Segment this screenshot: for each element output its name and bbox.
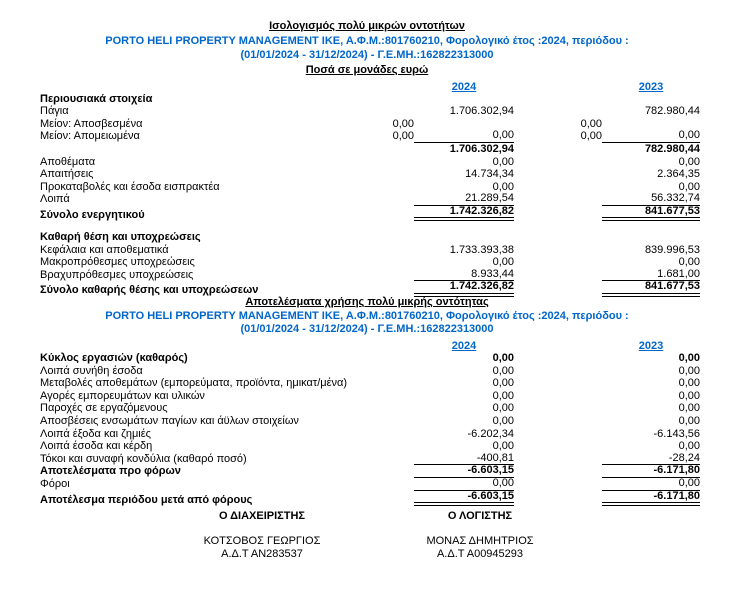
signatures-section bbox=[162, 510, 734, 561]
statement-row bbox=[40, 478, 700, 491]
cell-main-2023: 0,00 bbox=[678, 180, 700, 193]
cell-label: Λοιπά έσοδα και κέρδη bbox=[40, 440, 153, 453]
cell-label: Περιουσιακά στοιχεία bbox=[40, 92, 153, 105]
cell-sub-2023: 0,00 bbox=[580, 130, 602, 143]
cell-main-2024: 0,00 bbox=[492, 440, 514, 453]
statement-row bbox=[40, 465, 700, 478]
statement-row bbox=[40, 491, 700, 504]
statement-row bbox=[40, 181, 700, 194]
statement-row bbox=[40, 168, 700, 181]
income-statement-title: Αποτελέσματα χρήσης πολύ μικρής οντότητας bbox=[245, 296, 489, 308]
cell-main-2024: 0,00 bbox=[492, 180, 514, 193]
statement-row bbox=[40, 428, 700, 441]
cell-main-2024: 1.706.302,94 bbox=[449, 142, 514, 155]
cell-main-2024: 0,00 bbox=[414, 478, 514, 491]
cell-main-2024: 1.742.326,82 bbox=[414, 281, 514, 297]
cell-label: Λοιπά συνήθη έσοδα bbox=[40, 364, 143, 377]
cell-main-2024: -400,81 bbox=[414, 453, 514, 466]
statement-row bbox=[40, 377, 700, 390]
statement-row bbox=[40, 143, 700, 156]
cell-main-2024: 1.742.326,82 bbox=[414, 206, 514, 222]
company-info-line: PORTO HELI PROPERTY MANAGEMENT ΙΚΕ, Α.Φ.Μ.:801760210, Φορολογικό έτος :2024, περιόδου : bbox=[105, 309, 629, 322]
statement-row bbox=[40, 269, 700, 282]
statement-row bbox=[40, 365, 700, 378]
cell-main-2023: 0,00 bbox=[678, 415, 700, 428]
cell-main-2023: 1.681,00 bbox=[602, 269, 700, 282]
cell-label: Καθαρή θέση και υποχρεώσεις bbox=[40, 231, 201, 244]
cell-main-2023: 841.677,53 bbox=[602, 206, 700, 222]
cell-sub-2024: 0,00 bbox=[392, 130, 414, 143]
cell-label: Μείον: Απομειωμένα bbox=[40, 130, 140, 143]
statement-row bbox=[40, 130, 700, 143]
cell-main-2023: 782.980,44 bbox=[644, 105, 700, 118]
cell-main-2024: 0,00 bbox=[492, 364, 514, 377]
cell-label: Σύνολο ενεργητικού bbox=[40, 208, 145, 221]
cell-main-2023: 0,00 bbox=[602, 130, 700, 143]
statement-row bbox=[40, 193, 700, 206]
statement-row bbox=[40, 256, 700, 269]
statement-row bbox=[40, 390, 700, 403]
cell-main-2023: 0,00 bbox=[678, 364, 700, 377]
cell-main-2024: 0,00 bbox=[492, 256, 514, 269]
income-statement-year-header-row bbox=[40, 339, 700, 353]
statement-row bbox=[40, 352, 700, 365]
cell-main-2024: 0,00 bbox=[492, 389, 514, 402]
column-header-2024: 2024 bbox=[451, 80, 477, 93]
balance-sheet-rows bbox=[40, 93, 700, 295]
statement-row bbox=[40, 155, 700, 168]
accountant-signature-block bbox=[380, 510, 580, 561]
manager-signature-block bbox=[162, 510, 362, 561]
cell-main-2024: -6.603,15 bbox=[414, 465, 514, 478]
cell-main-2023: 0,00 bbox=[678, 377, 700, 390]
cell-label: Αποτέλεσμα περιόδου μετά από φόρους bbox=[40, 493, 253, 506]
balance-sheet-year-header-row bbox=[40, 79, 700, 93]
cell-label: Αποθέματα bbox=[40, 155, 96, 168]
units-line: Ποσά σε μονάδες ευρώ bbox=[305, 63, 429, 76]
statement-row bbox=[40, 206, 700, 219]
cell-main-2023: 0,00 bbox=[678, 440, 700, 453]
income-statement-header bbox=[0, 296, 734, 337]
column-header-2023: 2023 bbox=[638, 80, 664, 93]
cell-main-2023: -6.171,80 bbox=[602, 491, 700, 507]
cell-label: Σύνολο καθαρής θέσης και υποχρεώσεων bbox=[40, 284, 259, 297]
cell-label: Λοιπά έξοδα και ζημιές bbox=[40, 427, 151, 440]
cell-main-2023: 56.332,74 bbox=[602, 193, 700, 206]
cell-label: Λοιπά bbox=[40, 193, 70, 206]
cell-label: Παροχές σε εργαζόμενους bbox=[40, 402, 168, 415]
column-header-2023: 2023 bbox=[638, 340, 664, 352]
cell-main-2024: 0,00 bbox=[492, 377, 514, 390]
cell-label: Μείον: Αποσβεσμένα bbox=[40, 117, 143, 130]
statement-row bbox=[40, 453, 700, 466]
cell-main-2024: 1.733.393,38 bbox=[449, 243, 514, 256]
statement-row bbox=[40, 280, 700, 297]
cell-label: Τόκοι και συναφή κονδύλια (καθαρό ποσό) bbox=[40, 452, 247, 465]
cell-label: Απαιτήσεις bbox=[40, 168, 94, 181]
cell-label: Αποσβέσεις ενσωμάτων παγίων και άϋλων στοιχείων bbox=[40, 415, 299, 428]
cell-main-2023: 0,00 bbox=[678, 155, 700, 168]
cell-label: Αγορές εμπορευμάτων και υλικών bbox=[40, 389, 205, 402]
cell-sub-2023: 0,00 bbox=[580, 117, 602, 130]
cell-main-2023: -28,24 bbox=[602, 453, 700, 466]
cell-main-2023: 782.980,44 bbox=[644, 142, 700, 155]
cell-label: Μακροπρόθεσμες υποχρεώσεις bbox=[40, 256, 195, 269]
statement-row bbox=[40, 402, 700, 415]
cell-main-2023: 0,00 bbox=[678, 256, 700, 269]
cell-main-2023: 839.996,53 bbox=[644, 243, 700, 256]
cell-main-2023: 0,00 bbox=[678, 352, 700, 365]
accountant-name: ΜΟΝΑΣ ΔΗΜΗΤΡΙΟΣ bbox=[426, 535, 534, 548]
company-info-line: PORTO HELI PROPERTY MANAGEMENT ΙΚΕ, Α.Φ.Μ.:801760210, Φορολογικό έτος :2024, περιόδου : bbox=[105, 34, 629, 47]
statement-row bbox=[40, 440, 700, 453]
statement-row bbox=[40, 93, 700, 106]
cell-main-2024: 0,00 bbox=[492, 352, 514, 365]
cell-label: Πάγια bbox=[40, 105, 69, 118]
column-header-2024: 2024 bbox=[451, 340, 477, 352]
cell-main-2023: -6.171,80 bbox=[602, 465, 700, 478]
balance-sheet-header bbox=[0, 0, 734, 77]
accountant-id-number: Α.Δ.Τ Α00945293 bbox=[436, 548, 524, 561]
statement-row bbox=[40, 118, 700, 131]
accountant-role-label: Ο ΛΟΓΙΣΤΗΣ bbox=[447, 510, 513, 523]
cell-main-2024: 0,00 bbox=[492, 402, 514, 415]
cell-main-2024: 21.289,54 bbox=[414, 193, 514, 206]
cell-label: Αποτελέσματα προ φόρων bbox=[40, 465, 181, 478]
cell-main-2024: 0,00 bbox=[492, 415, 514, 428]
cell-main-2023: -6.143,56 bbox=[653, 427, 700, 440]
cell-main-2024: 8.933,44 bbox=[414, 269, 514, 282]
statement-row bbox=[40, 105, 700, 118]
income-statement-rows bbox=[40, 352, 700, 506]
cell-main-2024: 1.706.302,94 bbox=[449, 105, 514, 118]
cell-main-2024: 14.734,34 bbox=[465, 168, 514, 181]
cell-label: Βραχυπρόθεσμες υποχρεώσεις bbox=[40, 268, 194, 281]
manager-name: ΚΟΤΣΟΒΟΣ ΓΕΩΡΓΙΟΣ bbox=[203, 535, 321, 548]
cell-main-2023: 0,00 bbox=[678, 402, 700, 415]
cell-main-2023: 0,00 bbox=[602, 478, 700, 491]
manager-role-label: Ο ΔΙΑΧΕΙΡΙΣΤΗΣ bbox=[218, 510, 306, 523]
income-statement-table bbox=[40, 339, 700, 504]
period-info-line: (01/01/2024 - 31/12/2024) - Γ.Ε.ΜΗ.:162822313000 bbox=[240, 49, 494, 61]
cell-label: Μεταβολές αποθεμάτων (εμπορεύματα, προϊόντα, ημικατ/μένα) bbox=[40, 377, 348, 390]
cell-label: Κεφάλαια και αποθεματικά bbox=[40, 243, 169, 256]
cell-main-2023: 2.364,35 bbox=[657, 168, 700, 181]
cell-label: Φόροι bbox=[40, 478, 70, 491]
cell-main-2024: 0,00 bbox=[492, 155, 514, 168]
manager-id-number: Α.Δ.Τ ΑΝ283537 bbox=[221, 548, 303, 561]
statement-row bbox=[40, 244, 700, 257]
cell-label: Κύκλος εργασιών (καθαρός) bbox=[40, 352, 188, 365]
statement-row bbox=[40, 415, 700, 428]
cell-sub-2024: 0,00 bbox=[392, 117, 414, 130]
cell-label: Προκαταβολές και έσοδα εισπρακτέα bbox=[40, 180, 220, 193]
cell-main-2023: 841.677,53 bbox=[602, 281, 700, 297]
statement-row bbox=[40, 231, 700, 244]
cell-main-2023: 0,00 bbox=[678, 389, 700, 402]
balance-sheet-table bbox=[40, 79, 700, 297]
balance-sheet-title: Ισολογισμός πολύ μικρών οντοτήτων bbox=[269, 20, 465, 32]
period-info-line: (01/01/2024 - 31/12/2024) - Γ.Ε.ΜΗ.:162822313000 bbox=[240, 323, 494, 335]
cell-main-2024: -6.202,34 bbox=[467, 427, 514, 440]
cell-main-2024: -6.603,15 bbox=[414, 491, 514, 507]
cell-main-2024: 0,00 bbox=[414, 130, 514, 143]
